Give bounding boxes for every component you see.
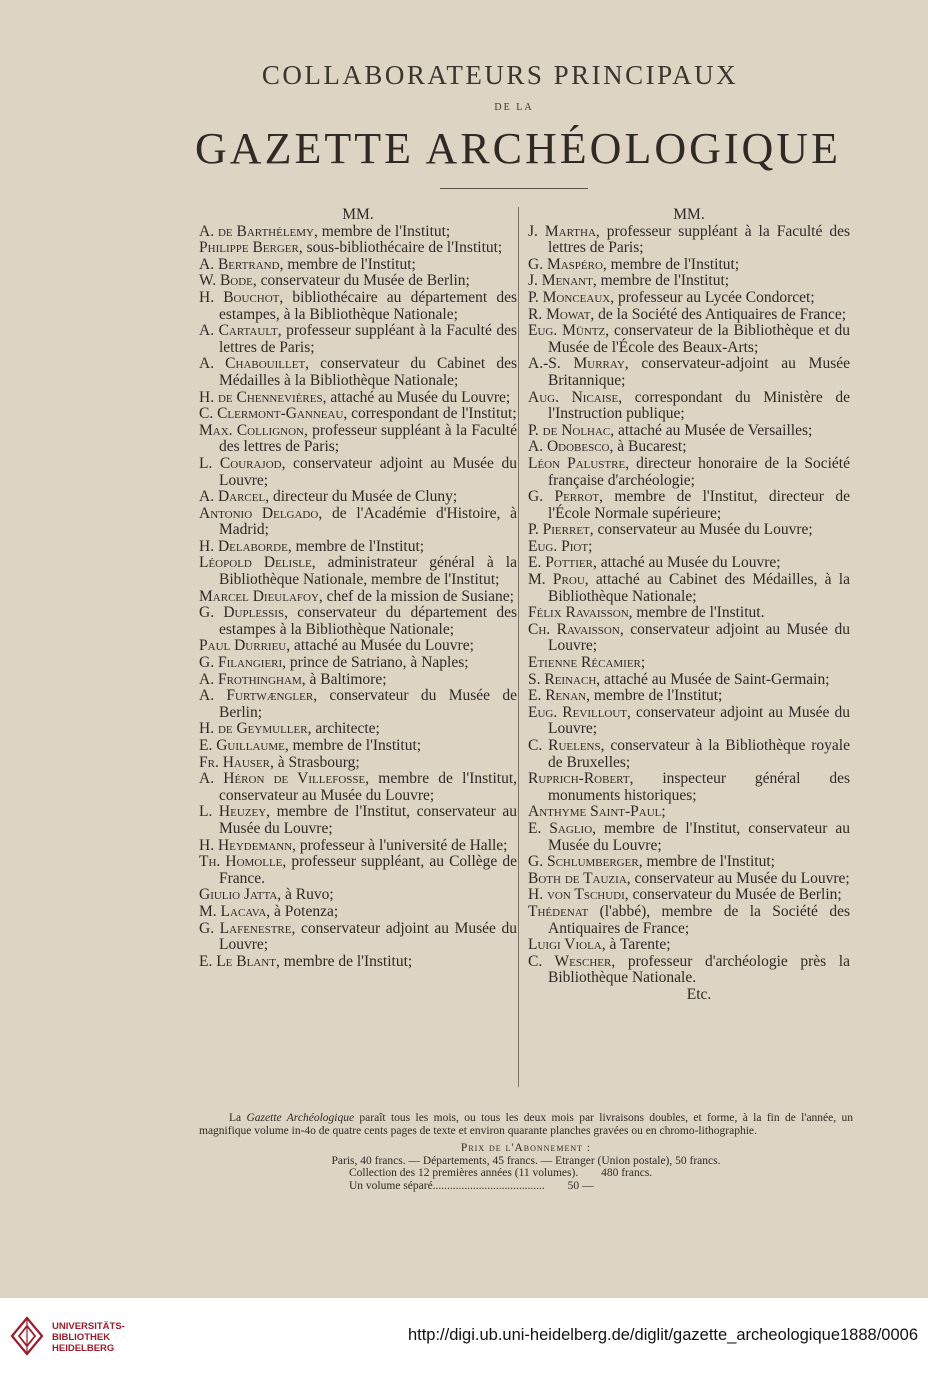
collaborator-role: , conservateur du département des estampes à la Bibliothèque Nationale; <box>219 604 517 638</box>
collaborator-name: Ch. Ravaisson <box>528 620 620 638</box>
prix-line-3 <box>199 1180 853 1193</box>
collaborator-name: L. Courajod <box>199 454 282 472</box>
note-rest: paraît tous les mois, ou tous les deux mois par livraisons doubles, et forme, à la fin de l'année, un magnifique volume in-4o de quatre cents pages de texte et environ quarante planches gravées ou en chromo-lithographie. <box>199 1112 853 1137</box>
collaborator-entry <box>199 738 517 755</box>
collaborator-role: , membre de l'Institut; <box>314 222 451 240</box>
collaborator-name: A. Frothingham <box>199 670 302 688</box>
collaborator-entry <box>528 771 850 804</box>
collaborator-role: , membre de l'Institut, conservateur au Musée du Louvre; <box>548 819 850 854</box>
collaborator-role: , inspecteur général des monuments historiques; <box>548 770 850 804</box>
collaborator-name: G. Duplessis <box>199 604 285 622</box>
collaborator-entry <box>199 804 517 837</box>
collaborator-name: A.-S. Murray <box>528 355 625 373</box>
collaborator-entry <box>199 539 517 556</box>
collaborator-role: , conservateur de la Bibliothèque et du Musée de l'École des Beaux-Arts; <box>548 322 850 356</box>
collaborator-role: , correspondant de l'Institut; <box>343 405 517 423</box>
collaborator-role: , conservateur du Musée de Berlin; <box>219 687 517 721</box>
collaborator-entry <box>528 307 850 324</box>
library-logo-icon <box>10 1316 44 1356</box>
collaborator-role: , à Tarente; <box>601 936 671 954</box>
collaborator-name: A. Chabouillet <box>199 355 306 373</box>
collaborator-name: L. Heuzey <box>199 803 267 821</box>
collaborator-name: R. Mowat <box>528 305 591 323</box>
collaborator-role: , conservateur au Musée du Louvre; <box>626 869 850 887</box>
right-mm-heading: MM. <box>673 206 705 223</box>
collaborator-entry <box>199 356 517 389</box>
collaborator-name: A. Bertrand <box>199 255 280 273</box>
collaborator-name: Marcel Dieulafoy <box>199 587 319 605</box>
collaborator-entry <box>199 655 517 672</box>
collaborator-role: , architecte; <box>307 720 380 738</box>
collaborator-name: C. Clermont-Ganneau <box>199 405 344 423</box>
collaborator-role: , conservateur au Musée du Louvre; <box>589 521 813 539</box>
collaborator-entry <box>199 854 517 887</box>
collaborator-entry <box>528 323 850 356</box>
prix-line-2 <box>199 1167 853 1180</box>
left-mm-heading: MM. <box>342 206 374 223</box>
collaborator-entry <box>199 456 517 489</box>
library-logo-text <box>52 1321 125 1354</box>
collaborator-name: A. de Barthélemy <box>199 222 314 240</box>
collaborator-entry <box>199 755 517 772</box>
collaborator-role: (l'abbé), membre de la Société des Antiquaires de France; <box>548 902 850 937</box>
collaborator-entry <box>199 921 517 954</box>
right-column <box>528 207 850 1004</box>
collaborator-name: H. Delaborde <box>199 537 288 555</box>
collaborator-entry <box>199 688 517 721</box>
collaborator-role: , à Baltimore; <box>301 670 387 688</box>
collaborator-role: , attaché au Musée du Louvre; <box>592 554 781 572</box>
collaborator-entry <box>528 224 850 257</box>
collaborator-name: H. Heydemann <box>199 836 293 854</box>
collaborator-entry <box>528 356 850 389</box>
collaborator-entry <box>528 423 850 440</box>
prix-line-2-label: Collection des 12 premières années (11 volumes). <box>349 1167 579 1179</box>
collaborator-name: H. de Geymuller <box>199 720 308 738</box>
collaborator-name: C. Ruelens <box>528 737 601 754</box>
collaborator-entry <box>528 522 850 539</box>
collaborator-name: P. Monceaux <box>528 288 611 306</box>
collaborator-role: , conservateur adjoint au Musée du Louvre; <box>219 454 517 489</box>
collaborator-entry <box>199 506 517 539</box>
note-title: Gazette Archéologique <box>246 1112 355 1124</box>
collaborator-role: , conservateur du Musée de Berlin; <box>624 886 842 904</box>
collaborator-entry <box>528 439 850 456</box>
collaborator-role: , à Ruvo; <box>277 886 334 904</box>
collaborator-name: Giulio Jatta <box>199 886 278 904</box>
collaborator-name: C. Wescher <box>528 952 612 970</box>
collaborator-entry <box>528 290 850 307</box>
collaborator-entry <box>199 838 517 855</box>
collaborator-name: Léopold Delisle <box>199 554 312 572</box>
collaborator-name: J. Menant <box>528 272 593 290</box>
prix-line-3-label: Un volume séparé....................................... <box>349 1179 545 1192</box>
collaborator-entry <box>528 738 850 771</box>
collaborator-role: , membre de l'Institut. <box>628 604 765 622</box>
collaborator-role: ; <box>588 537 593 555</box>
collaborator-name: G. Filangieri <box>199 654 283 672</box>
collaborator-name: P. de Nolhac <box>528 421 611 439</box>
collaborator-role: , professeur suppléant à la Faculté des lettres de Paris; <box>219 322 517 356</box>
collaborator-role: , administrateur général à la Bibliothèque Nationale, membre de l'Institut; <box>219 554 517 589</box>
collaborator-name: A. Furtwængler <box>199 687 314 705</box>
collaborator-role: , membre de l'Institut; <box>638 853 775 871</box>
collaborator-role: ; <box>640 654 646 672</box>
prix-line-2-value: 480 francs. <box>601 1167 653 1179</box>
title-gazette: GAZETTE ARCHÉOLOGIQUE <box>195 124 841 173</box>
collaborator-name: Eug. Müntz <box>528 322 606 340</box>
collaborator-entry <box>528 257 850 274</box>
collaborator-entry <box>199 672 517 689</box>
collaborator-name: Luigi Viola <box>528 936 602 954</box>
collaborator-role: , attaché au Cabinet des Médailles, à la Bibliothèque Nationale; <box>548 571 850 605</box>
collaborator-name: M. Lacava <box>199 902 267 920</box>
collaborator-entry <box>528 555 850 572</box>
collaborator-role: , conservateur à la Bibliothèque royale de Bruxelles; <box>548 737 850 771</box>
collaborator-name: H. Bouchot <box>199 288 280 306</box>
etc-text: Etc. <box>686 985 712 1003</box>
collaborator-role: , professeur suppléant, au Collège de France. <box>219 853 517 887</box>
collaborator-name: A. Cartault <box>199 322 278 340</box>
collaborator-role: , à Strasbourg; <box>269 753 360 771</box>
collaborator-entry <box>528 821 850 854</box>
collaborator-entry <box>199 954 517 971</box>
collaborator-entry <box>199 273 517 290</box>
collaborator-name: Léon Palustre <box>528 454 626 472</box>
logo-line-2: BIBLIOTHEK <box>52 1332 111 1343</box>
collaborator-entry <box>199 406 517 423</box>
collaborator-name: Paul Durrieu <box>199 637 287 655</box>
collaborator-role: ; <box>661 803 666 821</box>
note-prefix: La <box>229 1112 247 1124</box>
collaborator-name: Max. Collignon <box>199 421 304 439</box>
collaborator-entry <box>528 489 850 522</box>
collaborator-name: E. Guillaume <box>199 737 285 754</box>
collaborator-role: , sous-bibliothécaire de l'Institut; <box>298 239 503 257</box>
collaborator-name: Philippe Berger <box>199 239 299 257</box>
prix-title: Prix de l'Abonnement : <box>460 1142 592 1154</box>
collaborator-role: , de l'Académie d'Histoire, à Madrid; <box>219 504 518 539</box>
left-entry-list <box>199 224 517 971</box>
collaborator-entry <box>528 904 850 937</box>
collaborator-entry <box>199 605 517 638</box>
collaborator-role: , bibliothécaire au département des estampes, à la Bibliothèque Nationale; <box>219 288 517 323</box>
collaborator-role: , membre de l'Institut, conservateur au Musée du Louvre; <box>219 803 517 837</box>
collaborator-role: , membre de l'Institut, directeur de l'École Normale supérieure; <box>548 488 850 522</box>
collaborator-entry <box>199 323 517 356</box>
collaborator-entry <box>528 539 850 556</box>
collaborator-role: , conservateur-adjoint au Musée Britannique; <box>548 355 850 389</box>
collaborator-entry <box>199 224 517 241</box>
collaborator-entry <box>528 273 850 290</box>
footer <box>199 1112 853 1192</box>
collaborator-name: E. Renan <box>528 687 587 705</box>
collaborator-role: , chef de la mission de Susiane; <box>318 587 514 605</box>
collaborator-name: A. Odobesco <box>528 438 610 456</box>
collaborator-role: , membre de l'Institut, conservateur au Musée du Louvre; <box>219 770 517 804</box>
collaborator-role: , membre de l'Institut; <box>287 537 425 555</box>
collaborator-name: Ruprich-Robert <box>528 770 630 788</box>
right-entry-list <box>528 224 850 987</box>
collaborator-role: , professeur suppléant à la Faculté des lettres de Paris; <box>548 222 850 257</box>
source-url[interactable]: http://digi.ub.uni-heidelberg.de/diglit/gazette_archeologique1888/0006 <box>407 1326 918 1344</box>
collaborator-entry <box>528 954 850 987</box>
collaborator-entry <box>199 589 517 606</box>
collaborator-role: , membre de l'Institut; <box>602 255 740 273</box>
collaborator-name: Antonio Delgado <box>199 504 319 522</box>
collaborator-role: , directeur honoraire de la Société française d'archéologie; <box>548 454 850 489</box>
collaborator-entry <box>528 456 850 489</box>
collaborator-role: , professeur au Lycée Condorcet; <box>610 288 815 306</box>
collaborator-role: , conservateur du Cabinet des Médailles à la Bibliothèque Nationale; <box>219 355 517 389</box>
collaborator-role: , à Bucarest; <box>609 438 687 456</box>
prix-line-1: Paris, 40 francs. — Départements, 45 francs. — Etranger (Union postale), 50 francs. <box>331 1154 721 1167</box>
logo-line-3: HEIDELBERG <box>52 1343 115 1354</box>
title-de-la: DE LA <box>494 102 534 113</box>
collaborator-name: Anthyme Saint-Paul <box>528 803 662 821</box>
collaborator-name: Th. Homolle <box>199 853 283 871</box>
collaborator-role: , correspondant du Ministère de l'Instruction publique; <box>548 388 850 423</box>
collaborator-role: , conservateur adjoint au Musée du Louvre; <box>548 703 850 738</box>
collaborator-entry <box>199 390 517 407</box>
collaborator-name: W. Bode <box>199 272 253 290</box>
collaborator-role: , professeur d'archéologie près la Bibliothèque Nationale. <box>548 952 850 987</box>
collaborator-role: , attaché au Musée du Louvre; <box>322 388 511 406</box>
logo-line-1: UNIVERSITÄTS- <box>52 1321 125 1332</box>
collaborator-role: , de la Société des Antiquaires de France; <box>590 305 847 323</box>
publication-note <box>199 1112 853 1137</box>
collaborator-entry <box>199 555 517 588</box>
collaborator-name: Eug. Revillout <box>528 703 628 721</box>
title-collaborateurs: COLLABORATEURS PRINCIPAUX <box>261 60 739 90</box>
collaborator-entry <box>528 622 850 655</box>
collaborator-role: , attaché au Musée du Louvre; <box>286 637 474 655</box>
collaborator-name: S. Reinach <box>528 670 597 688</box>
collaborator-name: H. de Chennevières <box>199 388 323 406</box>
collaborator-name: Etienne Récamier <box>528 654 641 672</box>
collaborator-role: , conservateur adjoint au Musée du Louvre; <box>219 919 517 954</box>
left-column <box>199 207 517 970</box>
collaborator-entry <box>199 771 517 804</box>
collaborator-entry <box>199 638 517 655</box>
collaborator-entry <box>199 887 517 904</box>
collaborator-entry <box>199 257 517 274</box>
collaborator-entry <box>199 290 517 323</box>
collaborator-entry <box>528 854 850 871</box>
collaborator-entry <box>528 605 850 622</box>
collaborator-entry <box>199 423 517 456</box>
collaborator-entry <box>199 240 517 257</box>
collaborator-name: E. Saglio <box>528 819 593 837</box>
collaborator-name: Eug. Piot <box>528 537 589 555</box>
collaborator-entry <box>528 705 850 738</box>
collaborator-entry <box>199 489 517 506</box>
collaborator-role: , directeur du Musée de Cluny; <box>265 488 458 506</box>
collaborator-role: , membre de l'Institut; <box>275 952 413 970</box>
collaborator-entry <box>199 721 517 738</box>
collaborator-name: A. Héron de Villefosse <box>199 770 366 788</box>
collaborator-role: , attaché au Musée de Versailles; <box>610 421 813 439</box>
collaborator-name: M. Prou <box>528 571 585 589</box>
collaborator-role: , professeur à l'université de Halle; <box>292 836 508 854</box>
prix-line-3-value: 50 — <box>567 1179 594 1192</box>
collaborator-entry <box>528 390 850 423</box>
collaborator-entry <box>528 887 850 904</box>
collaborator-name: Fr. Hauser <box>199 753 270 771</box>
collaborator-entry <box>528 655 850 672</box>
collaborator-entry <box>199 904 517 921</box>
collaborator-role: , conservateur adjoint au Musée du Louvre; <box>548 620 850 655</box>
title-rule <box>440 188 588 189</box>
collaborator-name: E. Pottier <box>528 554 593 572</box>
collaborator-entry <box>528 672 850 689</box>
collaborator-entry <box>528 572 850 605</box>
collaborator-entry <box>528 871 850 888</box>
collaborator-entry <box>528 937 850 954</box>
collaborator-name: E. Le Blant <box>199 952 276 970</box>
collaborator-role: , membre de l'Institut; <box>284 737 422 754</box>
collaborator-name: Thédenat <box>528 902 589 920</box>
collaborator-name: G. Maspéro <box>528 255 603 273</box>
collaborator-role: , attaché au Musée de Saint-Germain; <box>596 670 830 688</box>
collaborator-role: , professeur suppléant à la Faculté des lettres de Paris; <box>219 421 517 456</box>
collaborator-role: , à Potenza; <box>266 902 339 920</box>
collaborator-name: P. Pierret <box>528 521 590 539</box>
collaborator-entry <box>528 804 850 821</box>
collaborator-role: , membre de l'Institut; <box>279 255 416 273</box>
collaborator-name: G. Lafenestre <box>199 919 292 937</box>
collaborator-name: J. Martha <box>528 222 596 240</box>
collaborator-name: H. von Tschudi <box>528 886 625 904</box>
collaborator-name: Aug. Nicaise <box>528 388 619 406</box>
collaborator-name: G. Perrot <box>528 488 600 506</box>
collaborator-entry <box>528 688 850 705</box>
collaborator-role: , membre de l'Institut; <box>586 687 723 705</box>
collaborator-role: , membre de l'Institut; <box>592 272 730 290</box>
collaborator-role: , conservateur du Musée de Berlin; <box>252 272 470 290</box>
column-divider <box>518 207 519 1087</box>
collaborator-name: Félix Ravaisson <box>528 604 629 622</box>
collaborator-name: G. Schlumberger <box>528 853 639 871</box>
collaborator-name: Both de Tauzia <box>528 869 627 887</box>
collaborator-role: , prince de Satriano, à Naples; <box>282 654 469 672</box>
collaborator-name: A. Darcel <box>199 488 266 506</box>
